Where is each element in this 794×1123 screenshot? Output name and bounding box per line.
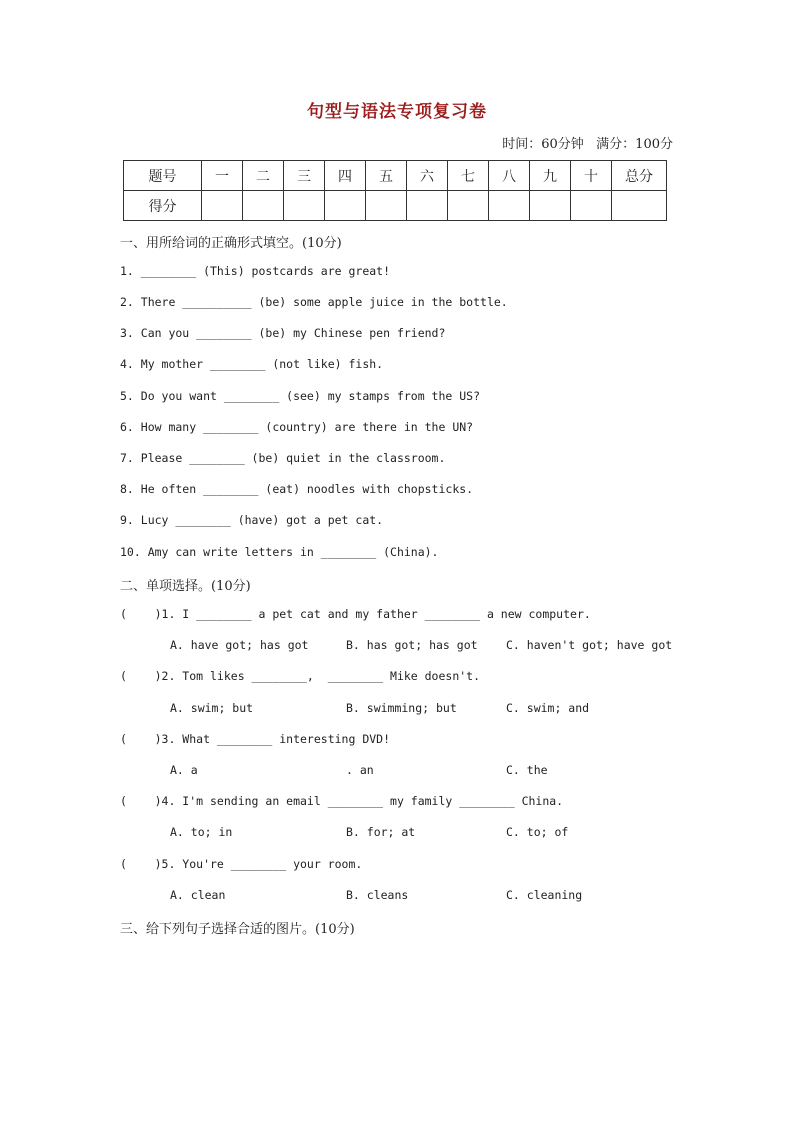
page-title: 句型与语法专项复习卷 (307, 102, 487, 122)
score-cell[interactable] (243, 191, 284, 221)
section-3-heading: 三、给下列句子选择合适的图片。(10分) (120, 922, 355, 937)
fill-blank-item: 7. Please ________ (be) quiet in the classroom. (120, 451, 446, 465)
exam-meta: 时间：60分钟 满分：100分 (502, 137, 673, 152)
score-table-score-row (124, 191, 667, 221)
score-cell[interactable] (612, 191, 667, 221)
score-header-cell: 三 (284, 161, 325, 191)
score-cell[interactable] (284, 191, 325, 221)
score-header-cell: 四 (325, 161, 366, 191)
score-header-cell: 总分 (612, 161, 667, 191)
score-cell[interactable] (571, 191, 612, 221)
score-header-cell: 八 (489, 161, 530, 191)
score-row-label: 得分 (124, 191, 202, 221)
score-header-cell: 七 (448, 161, 489, 191)
score-cell[interactable] (489, 191, 530, 221)
score-cell[interactable] (325, 191, 366, 221)
section-1-heading: 一、用所给词的正确形式填空。(10分) (120, 236, 342, 251)
choice-question-stem: ( )3. What ________ interesting DVD! (120, 732, 391, 746)
choice-question-stem: ( )4. I'm sending an email ________ my family ________ China. (120, 794, 564, 808)
choice-option-c: C. swim; and (506, 701, 590, 715)
score-header-cell: 九 (530, 161, 571, 191)
fill-blank-item: 10. Amy can write letters in ________ (China). (120, 545, 439, 559)
choice-option-b: B. has got; has got (346, 638, 478, 652)
choice-question-stem: ( )5. You're ________ your room. (120, 857, 363, 871)
score-header-cell: 一 (202, 161, 243, 191)
score-cell[interactable] (530, 191, 571, 221)
choice-option-c: C. cleaning (506, 888, 583, 902)
choice-option-c: C. haven't got; have got (506, 638, 673, 652)
choice-option-b: . an (346, 763, 374, 777)
choice-option-b: B. cleans (346, 888, 409, 902)
fill-blank-item: 8. He often ________ (eat) noodles with chopsticks. (120, 482, 474, 496)
choice-option-a: A. to; in (170, 825, 233, 839)
choice-question-stem: ( )1. I ________ a pet cat and my father ________ a new computer. (120, 607, 591, 621)
score-table (123, 160, 667, 221)
choice-option-b: B. swimming; but (346, 701, 457, 715)
score-cell[interactable] (366, 191, 407, 221)
choice-option-c: C. the (506, 763, 548, 777)
fill-blank-item: 2. There __________ (be) some apple juice in the bottle. (120, 295, 508, 309)
score-cell[interactable] (202, 191, 243, 221)
fill-blank-item: 3. Can you ________ (be) my Chinese pen friend? (120, 326, 446, 340)
choice-option-b: B. for; at (346, 825, 416, 839)
section-2-heading: 二、单项选择。(10分) (120, 579, 251, 594)
score-header-cell: 题号 (124, 161, 202, 191)
choice-option-a: A. have got; has got (170, 638, 309, 652)
choice-option-a: A. swim; but (170, 701, 254, 715)
fill-blank-item: 4. My mother ________ (not like) fish. (120, 357, 384, 371)
fill-blank-item: 9. Lucy ________ (have) got a pet cat. (120, 513, 384, 527)
fill-blank-item: 6. How many ________ (country) are there in the UN? (120, 420, 474, 434)
choice-option-a: A. a (170, 763, 198, 777)
score-cell[interactable] (407, 191, 448, 221)
fill-blank-item: 5. Do you want ________ (see) my stamps from the US? (120, 389, 481, 403)
score-header-cell: 五 (366, 161, 407, 191)
choice-question-stem: ( )2. Tom likes ________, ________ Mike doesn't. (120, 669, 481, 683)
score-header-cell: 十 (571, 161, 612, 191)
choice-option-a: A. clean (170, 888, 226, 902)
score-table-header-row (124, 161, 667, 191)
score-cell[interactable] (448, 191, 489, 221)
score-header-cell: 二 (243, 161, 284, 191)
score-header-cell: 六 (407, 161, 448, 191)
fill-blank-item: 1. ________ (This) postcards are great! (120, 264, 391, 278)
choice-option-c: C. to; of (506, 825, 569, 839)
